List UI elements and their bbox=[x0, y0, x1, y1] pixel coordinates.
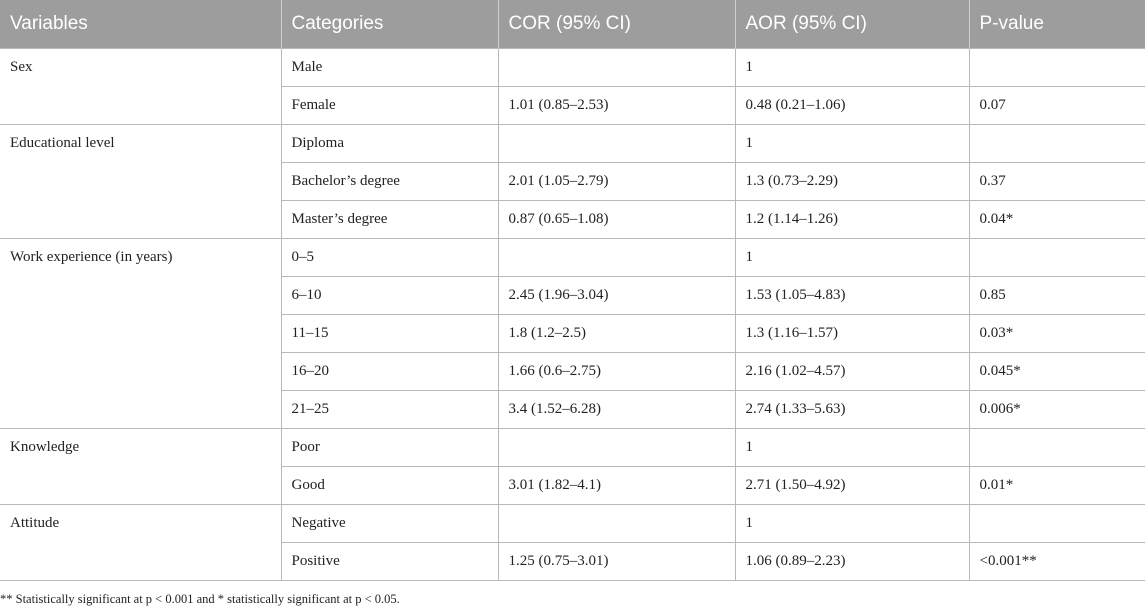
cor-cell: 2.45 (1.96–3.04) bbox=[498, 277, 735, 315]
category-cell: Negative bbox=[281, 505, 498, 543]
p-value-cell bbox=[969, 429, 1145, 467]
table-row bbox=[0, 505, 1145, 543]
table-body bbox=[0, 49, 1145, 581]
p-value-cell: 0.85 bbox=[969, 277, 1145, 315]
p-value-cell: 0.01* bbox=[969, 467, 1145, 505]
cor-cell: 0.87 (0.65–1.08) bbox=[498, 201, 735, 239]
aor-cell: 1 bbox=[735, 125, 969, 163]
aor-cell: 2.16 (1.02–4.57) bbox=[735, 353, 969, 391]
category-cell: 11–15 bbox=[281, 315, 498, 353]
category-cell: Poor bbox=[281, 429, 498, 467]
p-value-cell bbox=[969, 505, 1145, 543]
header-categories: Categories bbox=[281, 0, 498, 49]
category-cell: Diploma bbox=[281, 125, 498, 163]
aor-cell: 1.3 (0.73–2.29) bbox=[735, 163, 969, 201]
aor-cell: 0.48 (0.21–1.06) bbox=[735, 87, 969, 125]
p-value-cell bbox=[969, 49, 1145, 87]
cor-cell bbox=[498, 239, 735, 277]
category-cell: Female bbox=[281, 87, 498, 125]
aor-cell: 1 bbox=[735, 239, 969, 277]
cor-cell bbox=[498, 125, 735, 163]
p-value-cell: 0.006* bbox=[969, 391, 1145, 429]
p-value-cell: <0.001** bbox=[969, 543, 1145, 581]
p-value-cell: 0.04* bbox=[969, 201, 1145, 239]
header-aor: AOR (95% CI) bbox=[735, 0, 969, 49]
category-cell: 16–20 bbox=[281, 353, 498, 391]
header-cor: COR (95% CI) bbox=[498, 0, 735, 49]
variable-cell: Sex bbox=[0, 49, 281, 125]
cor-cell: 1.66 (0.6–2.75) bbox=[498, 353, 735, 391]
cor-cell: 1.25 (0.75–3.01) bbox=[498, 543, 735, 581]
p-value-cell bbox=[969, 239, 1145, 277]
header-p-value: P-value bbox=[969, 0, 1145, 49]
variable-cell: Work experience (in years) bbox=[0, 239, 281, 429]
table-row bbox=[0, 125, 1145, 163]
table-header bbox=[0, 0, 1145, 49]
p-value-cell: 0.03* bbox=[969, 315, 1145, 353]
aor-cell: 2.71 (1.50–4.92) bbox=[735, 467, 969, 505]
aor-cell: 1 bbox=[735, 49, 969, 87]
cor-cell bbox=[498, 505, 735, 543]
variable-cell: Educational level bbox=[0, 125, 281, 239]
header-row bbox=[0, 0, 1145, 49]
category-cell: Master’s degree bbox=[281, 201, 498, 239]
p-value-cell: 0.37 bbox=[969, 163, 1145, 201]
category-cell: Good bbox=[281, 467, 498, 505]
table-footnote: ** Statistically significant at p < 0.001 and * statistically significant at p < 0.05. bbox=[0, 592, 400, 606]
variable-cell: Attitude bbox=[0, 505, 281, 581]
p-value-cell bbox=[969, 125, 1145, 163]
aor-cell: 1.2 (1.14–1.26) bbox=[735, 201, 969, 239]
table-row bbox=[0, 49, 1145, 87]
category-cell: 6–10 bbox=[281, 277, 498, 315]
table-row bbox=[0, 429, 1145, 467]
category-cell: 21–25 bbox=[281, 391, 498, 429]
variable-cell: Knowledge bbox=[0, 429, 281, 505]
category-cell: Male bbox=[281, 49, 498, 87]
category-cell: 0–5 bbox=[281, 239, 498, 277]
header-variables: Variables bbox=[0, 0, 281, 49]
cor-cell: 1.8 (1.2–2.5) bbox=[498, 315, 735, 353]
p-value-cell: 0.07 bbox=[969, 87, 1145, 125]
aor-cell: 2.74 (1.33–5.63) bbox=[735, 391, 969, 429]
aor-cell: 1 bbox=[735, 505, 969, 543]
cor-cell: 1.01 (0.85–2.53) bbox=[498, 87, 735, 125]
aor-cell: 1 bbox=[735, 429, 969, 467]
category-cell: Positive bbox=[281, 543, 498, 581]
cor-cell bbox=[498, 49, 735, 87]
aor-cell: 1.06 (0.89–2.23) bbox=[735, 543, 969, 581]
aor-cell: 1.3 (1.16–1.57) bbox=[735, 315, 969, 353]
category-cell: Bachelor’s degree bbox=[281, 163, 498, 201]
cor-cell: 3.01 (1.82–4.1) bbox=[498, 467, 735, 505]
aor-cell: 1.53 (1.05–4.83) bbox=[735, 277, 969, 315]
cor-cell: 2.01 (1.05–2.79) bbox=[498, 163, 735, 201]
cor-cell bbox=[498, 429, 735, 467]
cor-cell: 3.4 (1.52–6.28) bbox=[498, 391, 735, 429]
p-value-cell: 0.045* bbox=[969, 353, 1145, 391]
table-row bbox=[0, 239, 1145, 277]
